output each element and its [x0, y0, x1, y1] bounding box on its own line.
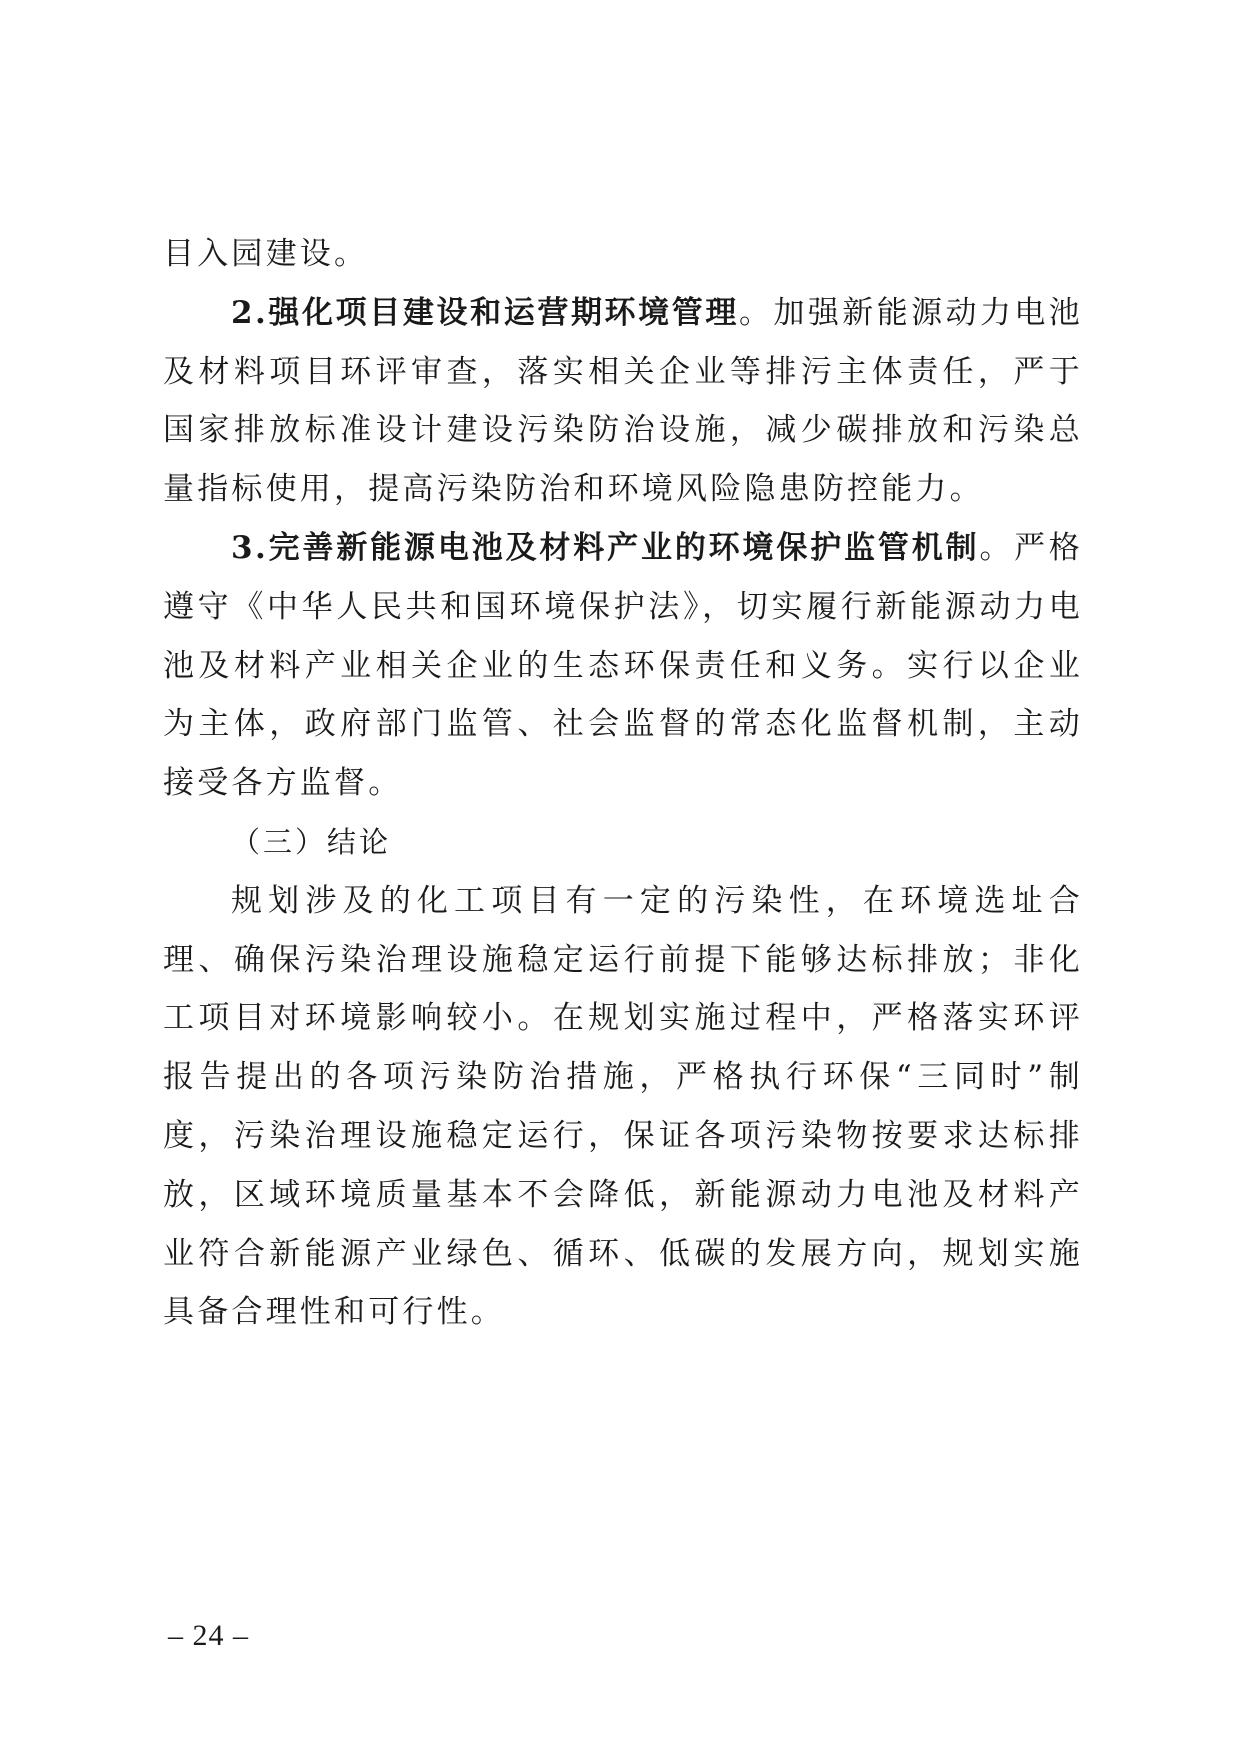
document-body [163, 225, 1083, 1342]
section-heading-conclusion: （三）结论 [231, 824, 392, 859]
continuation-paragraph: 目入园建设。 [163, 236, 369, 272]
item-3-heading: 3.完善新能源电池及材料产业的环境保护监管机制 [231, 529, 980, 566]
item-2-paragraph [163, 284, 1083, 519]
conclusion-paragraph: 规划涉及的化工项目有一定的污染性，在环境选址合理、确保污染治理设施稳定运行前提下能够达标排放；非化工项目对环境影响较小。在规划实施过程中，严格落实环评报告提出的各项污染防治措施，严格执行环保“三同时”制度，污染治理设施稳定运行，保证各项污染物按要求达标排放，区域环境质量基本不会降低，新能源动力电池及材料产业符合新能源产业绿色、循环、低碳的发展方向，规划实施具备合理性和可行性。 [163, 882, 1083, 1331]
item-2-heading: 2.强化项目建设和运营期环境管理 [231, 294, 740, 331]
item-2-body: 。加强新能源动力电池及材料项目环评审查，落实相关企业等排污主体责任，严于国家排放标准设计建设污染防治设施，减少碳排放和污染总量指标使用，提高污染防治和环境风险隐患防控能力。 [163, 294, 1084, 508]
item-3-body: 。严格遵守《中华人民共和国环境保护法》，切实履行新能源动力电池及材料产业相关企业的生态环保责任和义务。实行以企业为主体，政府部门监管、社会监督的常态化监督机制，主动接受各方监督。 [163, 529, 1084, 802]
page-number: – 24 – [168, 1619, 249, 1652]
item-3-paragraph [163, 519, 1083, 813]
